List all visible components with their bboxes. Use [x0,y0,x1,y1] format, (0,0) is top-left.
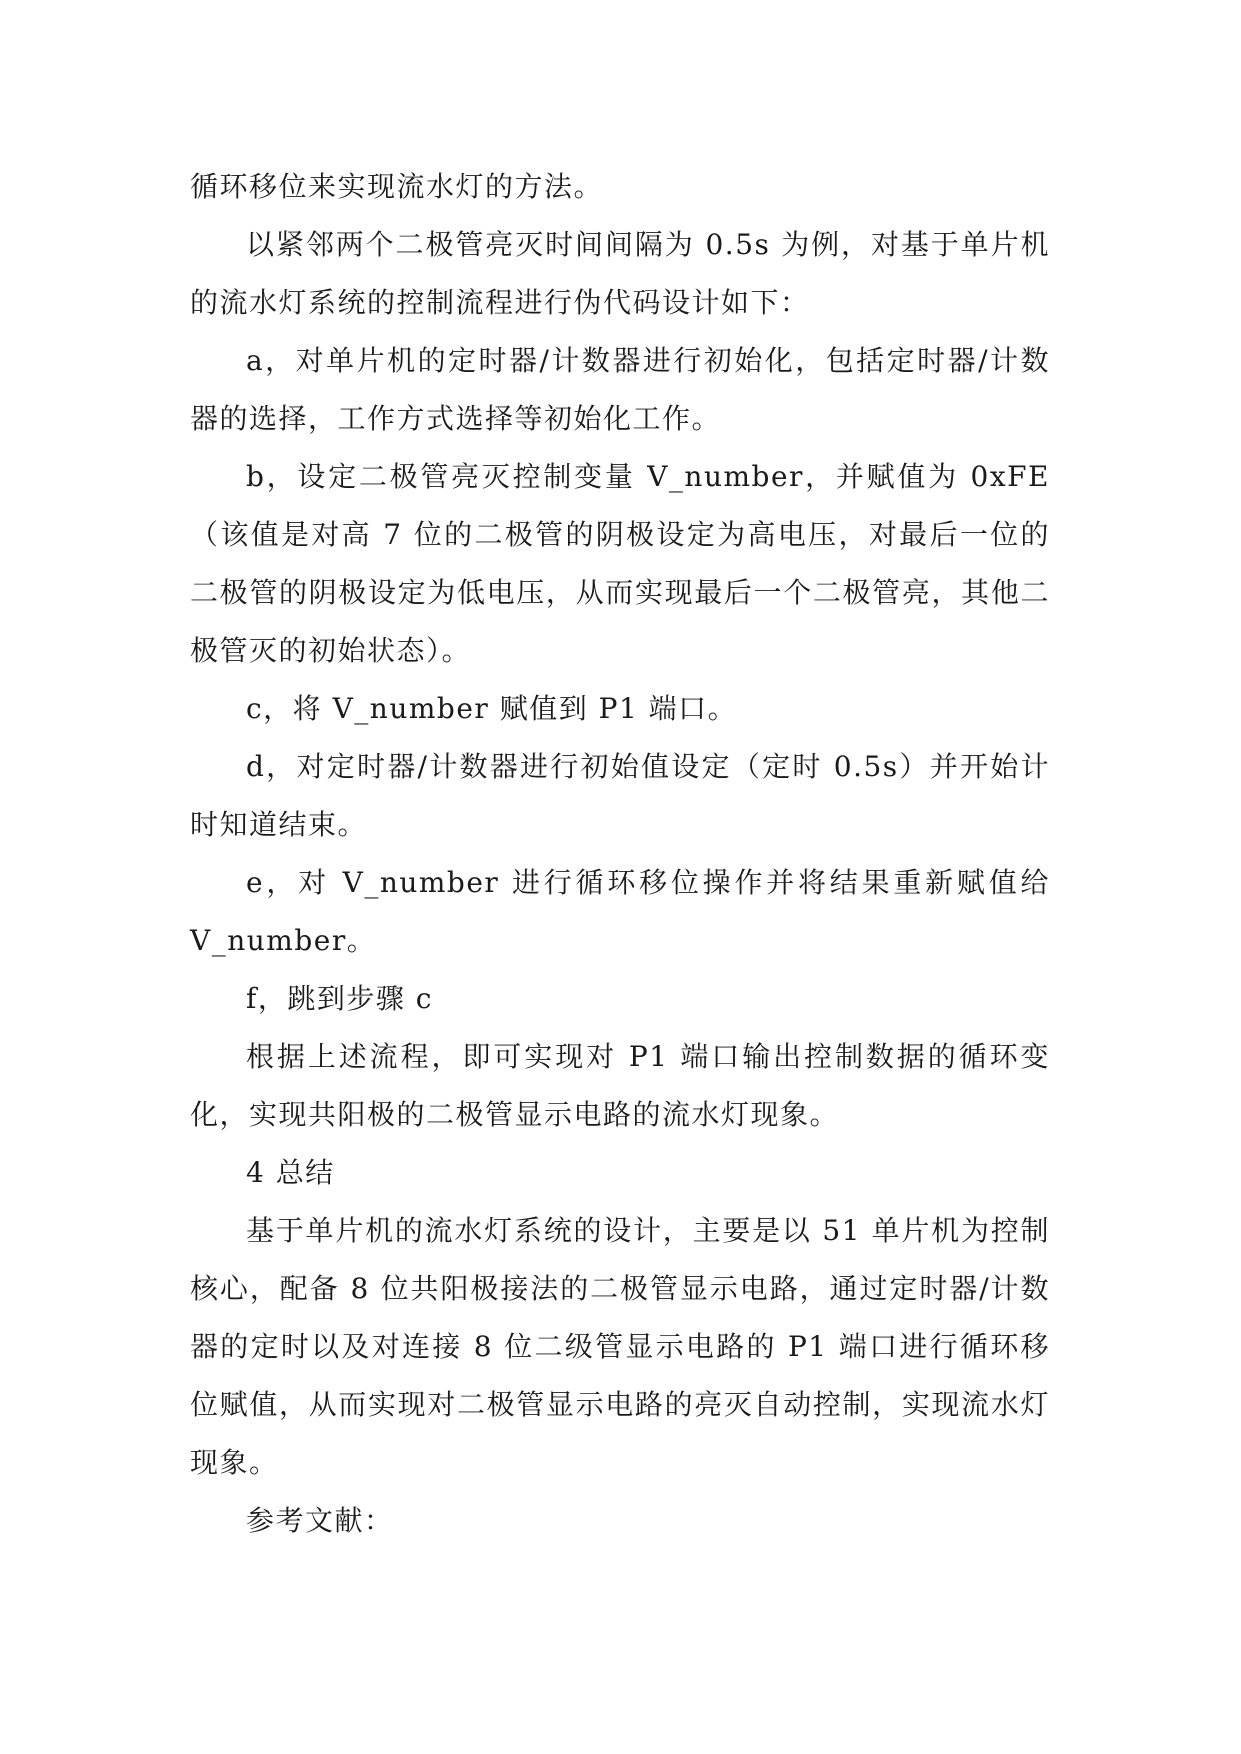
step-d: d，对定时器/计数器进行初始值设定（定时 0.5s）并开始计时知道结束。 [190,750,1050,841]
section-heading: 4 总结 [246,1156,335,1189]
paragraph-result: 根据上述流程，即可实现对 P1 端口输出控制数据的循环变化，实现共阳极的二极管显示电路的流水灯现象。 [190,1040,1050,1131]
step-f: f，跳到步骤 c [246,982,433,1015]
references-heading: 参考文献： [246,1504,394,1537]
paragraph-continuation: 循环移位来实现流水灯的方法。 [190,170,604,203]
paragraph-summary: 基于单片机的流水灯系统的设计，主要是以 51 单片机为控制核心，配备 8 位共阳极接法的二极管显示电路，通过定时器/计数器的定时以及对连接 8 位二级管显示电路的 P1 端口进行循环移位赋值，从而实现对二极管显示电路的亮灭自动控制，实现流水灯现象。 [190,1214,1050,1479]
step-b: b，设定二极管亮灭控制变量 V_number，并赋值为 0xFE（该值是对高 7 位的二极管的阴极设定为高电压，对最后一位的二极管的阴极设定为低电压，从而实现最后一个二极管亮，其他二极管灭的初始状态）。 [190,460,1050,667]
step-a: a，对单片机的定时器/计数器进行初始化，包括定时器/计数器的选择，工作方式选择等初始化工作。 [190,344,1050,435]
document-body [190,158,1050,1550]
paragraph-intro: 以紧邻两个二极管亮灭时间间隔为 0.5s 为例，对基于单片机的流水灯系统的控制流程进行伪代码设计如下： [190,228,1050,319]
step-e: e，对 V_number 进行循环移位操作并将结果重新赋值给 V_number。 [190,866,1050,957]
step-c: c，将 V_number 赋值到 P1 端口。 [246,692,738,725]
